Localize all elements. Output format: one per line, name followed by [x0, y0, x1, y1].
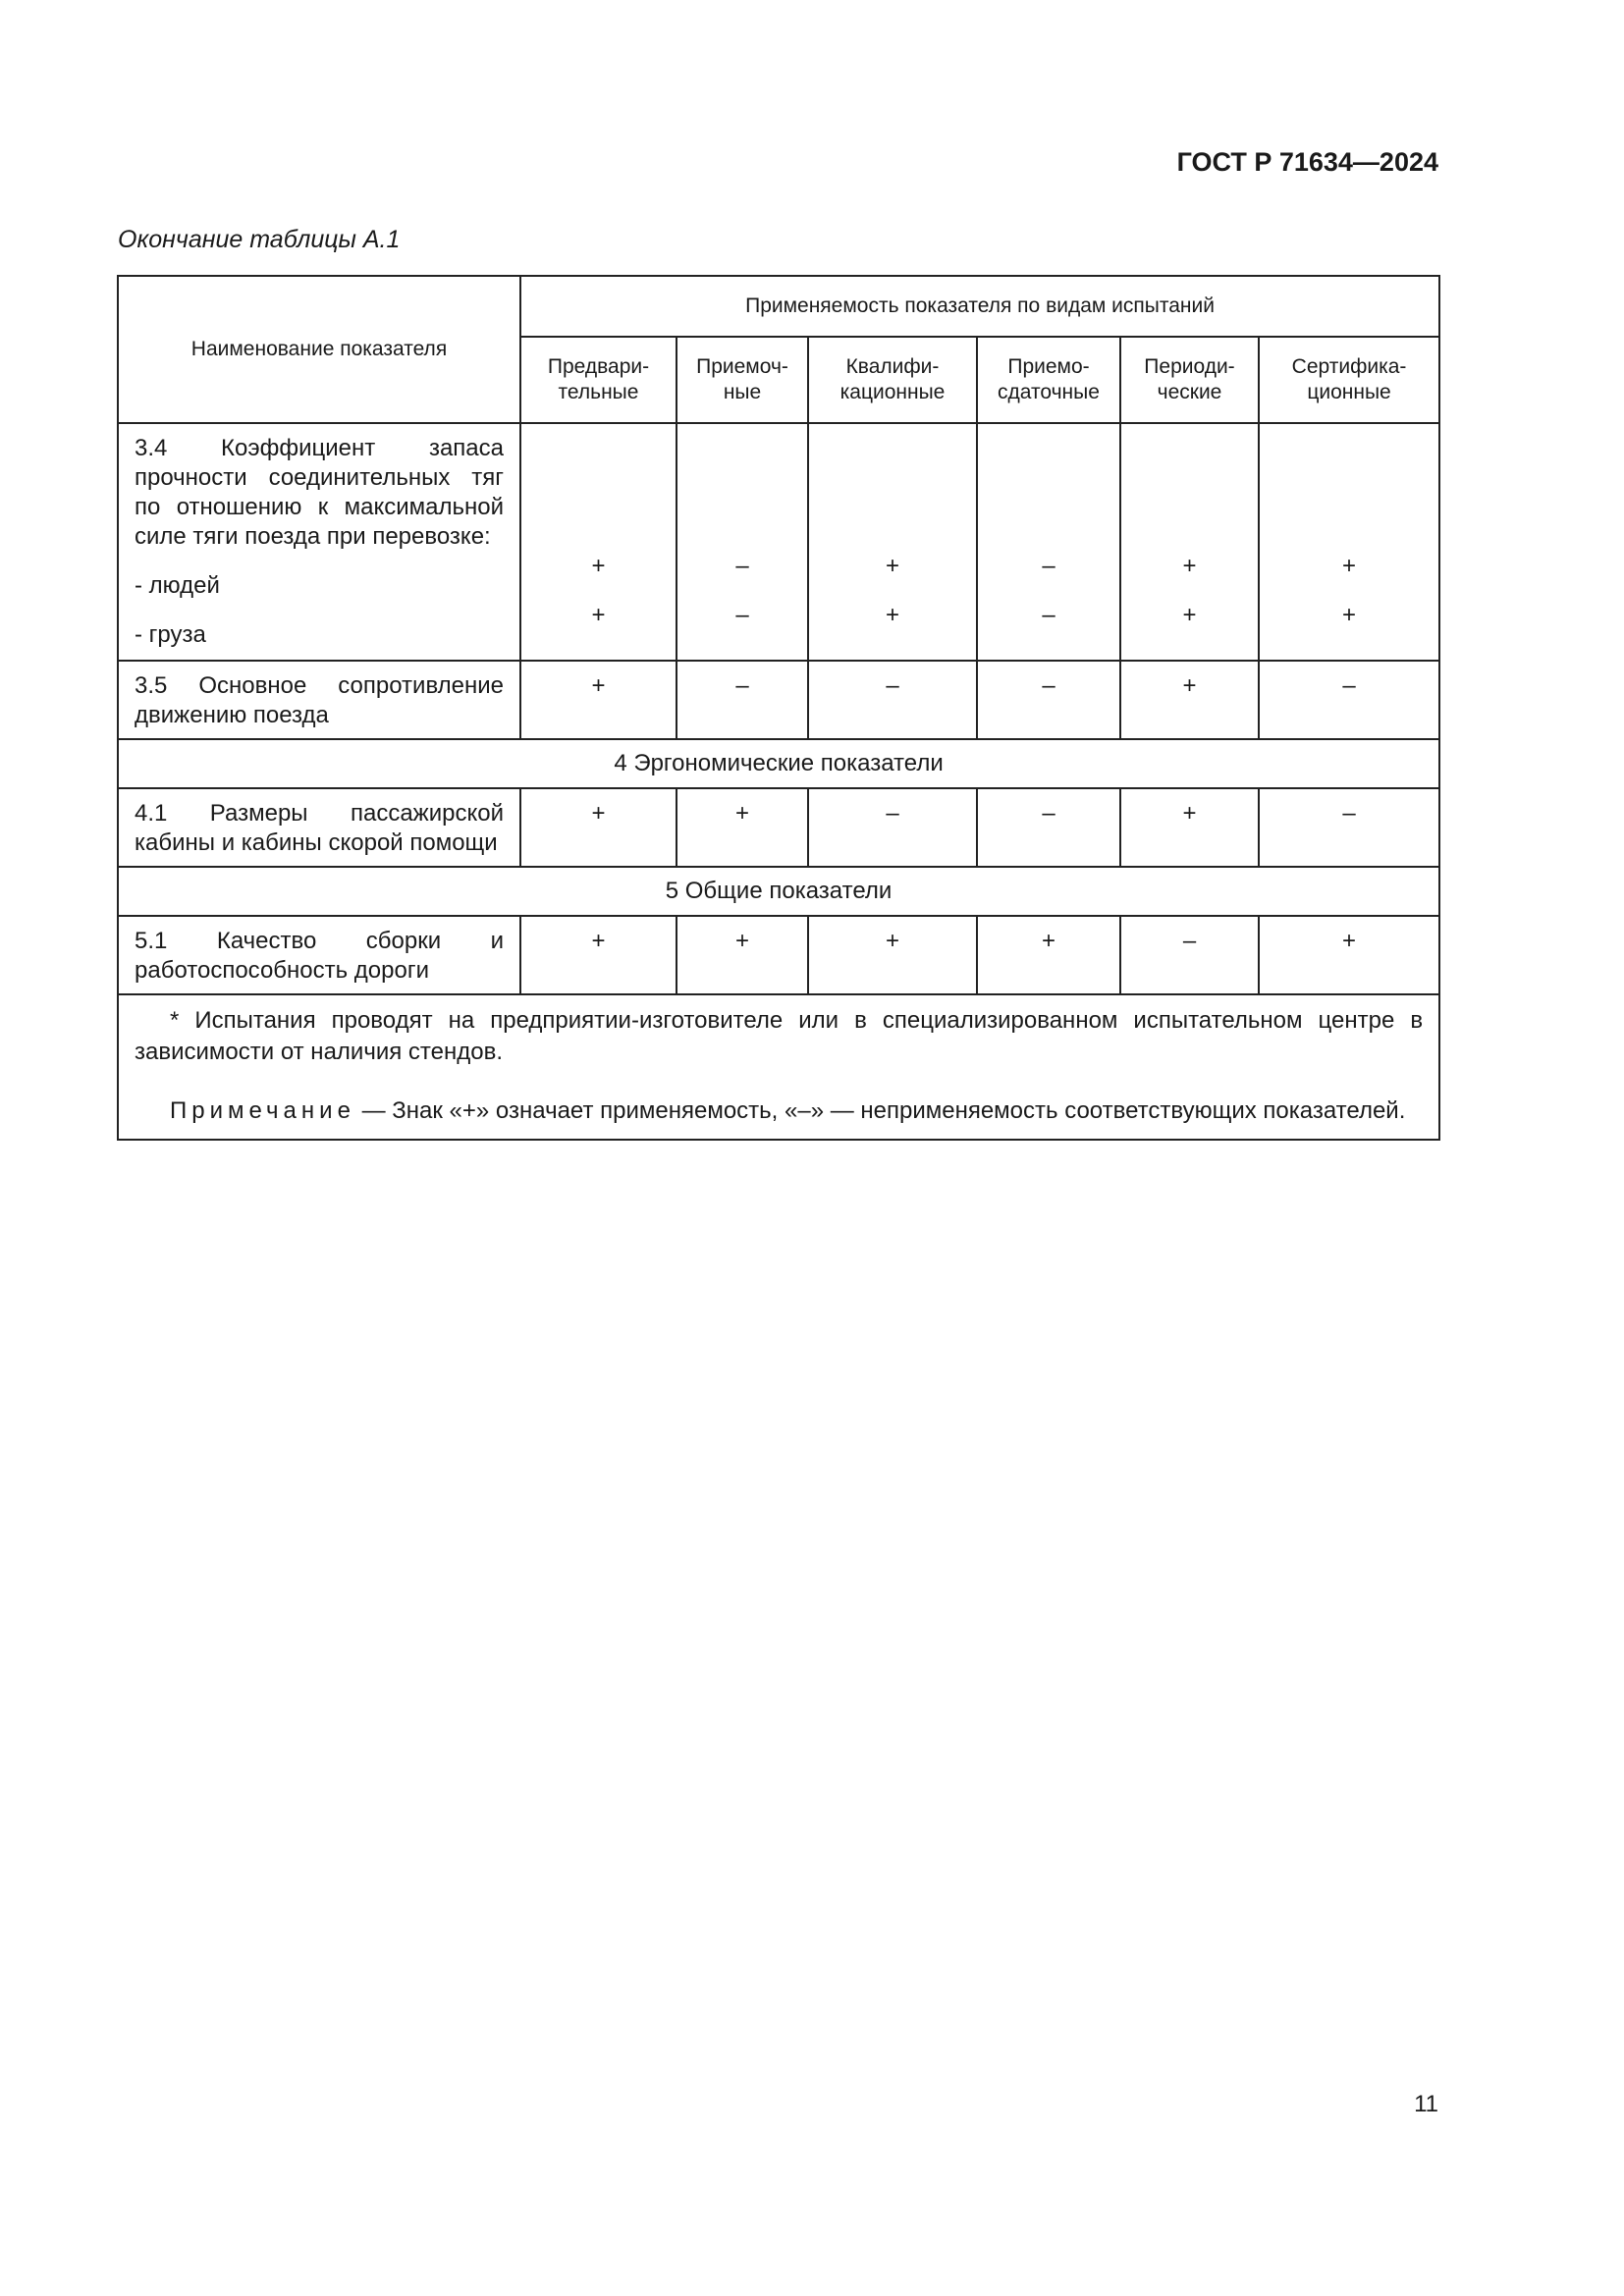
- mark-cell: +: [520, 661, 677, 739]
- note-label: Примечание: [170, 1097, 355, 1124]
- applicability-table: [117, 275, 1440, 1141]
- row-name-cell: 3.5 Основное сопротивление движению поезда: [118, 661, 520, 739]
- mark-cell: + +: [1259, 423, 1439, 661]
- column-header-handover: Приемо- сдаточные: [977, 337, 1120, 423]
- mark-cell: –: [1120, 916, 1259, 994]
- footnote-text: * Испытания проводят на предприятии-изготовителе или в специализированном испытательном центре в зависимости от наличия стендов.: [135, 1007, 1424, 1065]
- row-sub-item: - груза: [135, 621, 206, 648]
- note-text: — Знак «+» означает применяемость, «–» — неприменяемость соответствующих показателей.: [361, 1097, 1406, 1124]
- row-title: 3.4 Коэффициент запаса прочности соединительных тяг по отношению к максимальной силе тяги поезда при перевозке:: [135, 435, 504, 550]
- table-row-4-1: [118, 788, 1439, 867]
- mark-cell: +: [1120, 788, 1259, 867]
- page-number: 11: [1414, 2091, 1438, 2117]
- mark-cell: –: [808, 788, 977, 867]
- mark-cell: –: [977, 788, 1120, 867]
- mark-cell: –: [677, 661, 808, 739]
- column-header-certification: Сертифика- ционные: [1259, 337, 1439, 423]
- mark-cell: –: [1259, 661, 1439, 739]
- row-name-cell: [118, 423, 520, 661]
- mark-cell: +: [1120, 661, 1259, 739]
- column-header-preliminary: Предвари- тельные: [520, 337, 677, 423]
- mark-cell: + +: [808, 423, 977, 661]
- column-header-acceptance: Приемоч- ные: [677, 337, 808, 423]
- footnote-cell: [118, 994, 1439, 1140]
- note-paragraph: [135, 1095, 1423, 1127]
- mark-cell: +: [677, 788, 808, 867]
- section-row-5: [118, 867, 1439, 916]
- table-caption: Окончание таблицы А.1: [118, 226, 401, 253]
- section-row-4: [118, 739, 1439, 788]
- column-header-periodic: Периоди- ческие: [1120, 337, 1259, 423]
- document-code: ГОСТ Р 71634—2024: [1176, 147, 1438, 177]
- row-sub-item: - людей: [135, 572, 220, 599]
- mark-cell: –: [808, 661, 977, 739]
- mark-cell: –: [977, 661, 1120, 739]
- mark-cell: +: [1259, 916, 1439, 994]
- row-name-cell: 5.1 Качество сборки и работоспособность дороги: [118, 916, 520, 994]
- table-row-3-4: [118, 423, 1439, 661]
- header-row: [118, 276, 1439, 337]
- mark-cell: + +: [520, 423, 677, 661]
- table-row-3-5: [118, 661, 1439, 739]
- section-title: 4 Эргономические показатели: [118, 739, 1439, 788]
- mark-cell: +: [808, 916, 977, 994]
- mark-cell: +: [520, 788, 677, 867]
- footnote-row: [118, 994, 1439, 1140]
- mark-cell: +: [677, 916, 808, 994]
- mark-cell: + +: [1120, 423, 1259, 661]
- column-header-qualification: Квалифи- кационные: [808, 337, 977, 423]
- mark-cell: +: [520, 916, 677, 994]
- row-name-cell: 4.1 Размеры пассажирской кабины и кабины скорой помощи: [118, 788, 520, 867]
- column-group-header: Применяемость показателя по видам испытаний: [520, 276, 1439, 337]
- mark-cell: +: [977, 916, 1120, 994]
- mark-cell: – –: [677, 423, 808, 661]
- section-title: 5 Общие показатели: [118, 867, 1439, 916]
- column-header-name: Наименование показателя: [118, 276, 520, 423]
- mark-cell: –: [1259, 788, 1439, 867]
- table-row-5-1: [118, 916, 1439, 994]
- mark-cell: – –: [977, 423, 1120, 661]
